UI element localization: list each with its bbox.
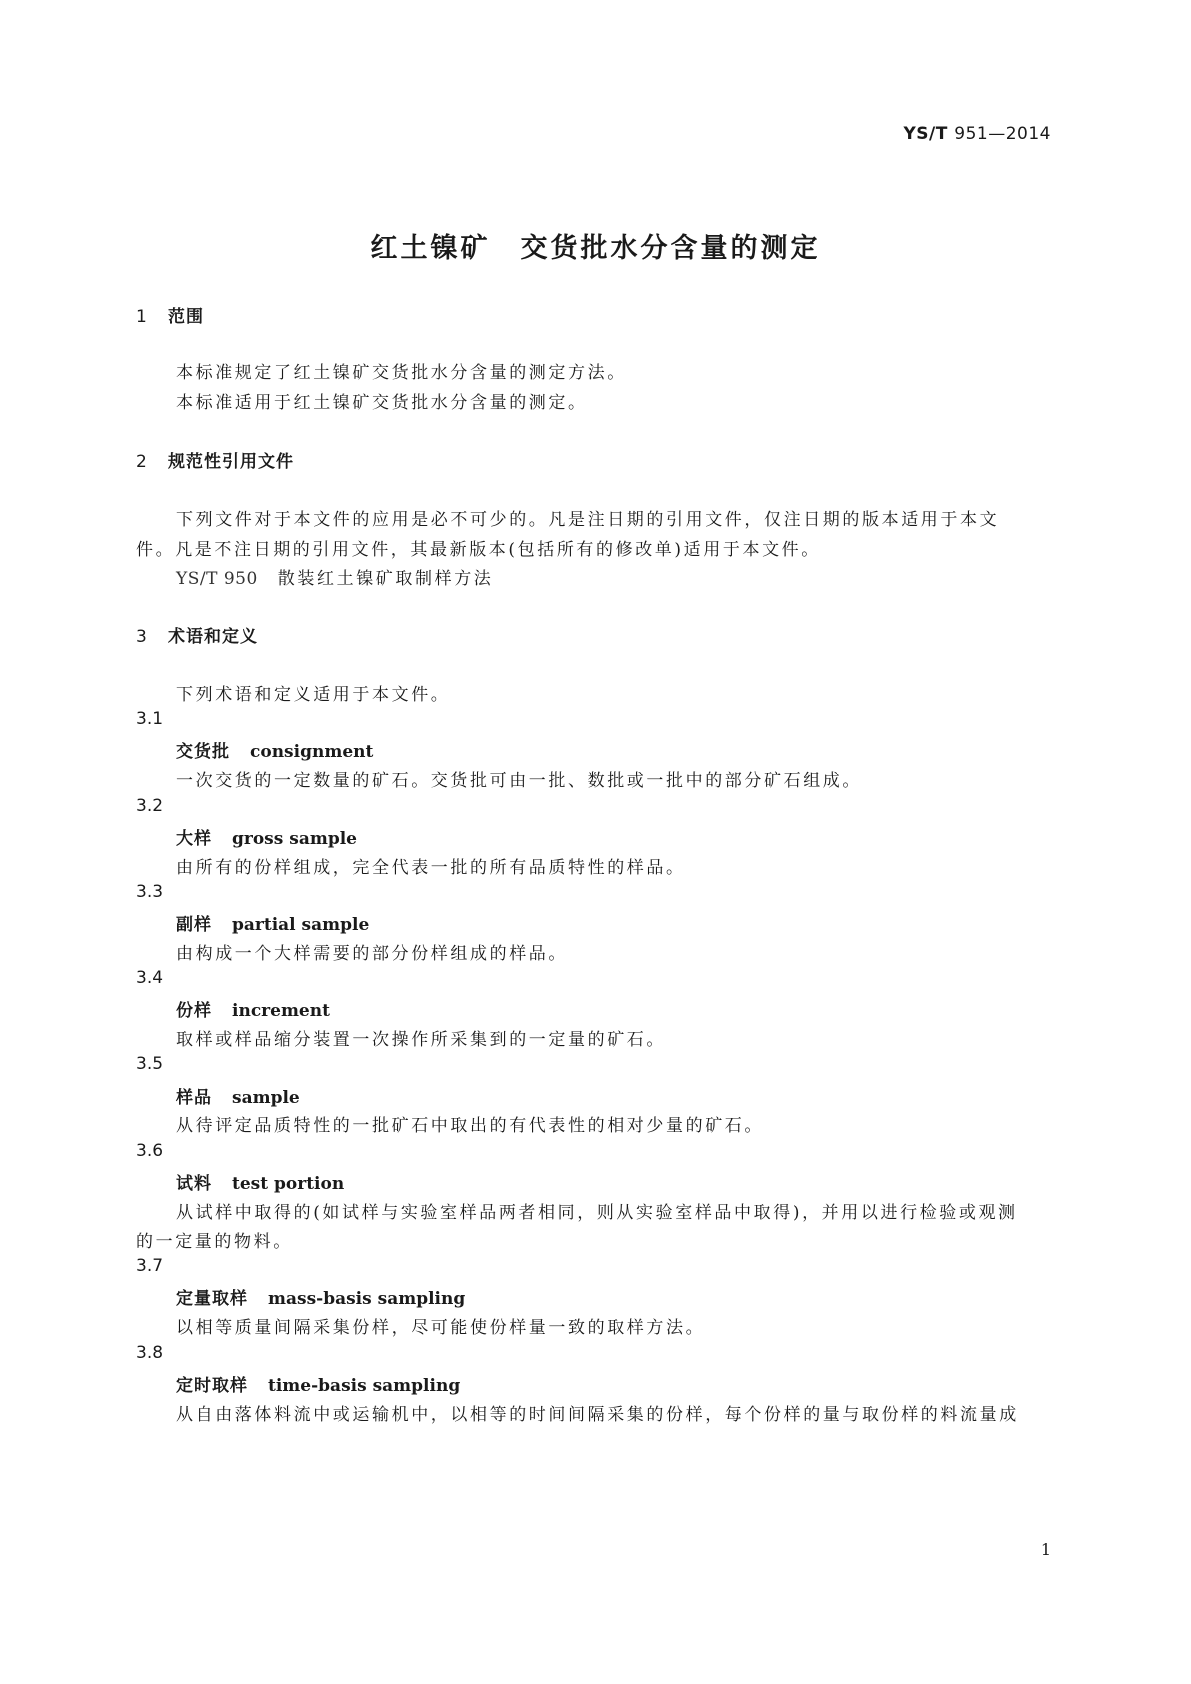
term-zh: 副样 — [176, 915, 212, 935]
reference-title: 散装红土镍矿取制样方法 — [277, 569, 494, 589]
section-number: 1 — [136, 307, 148, 327]
term-definition: 由所有的份样组成，完全代表一批的所有品质特性的样品。 — [176, 858, 686, 878]
normative-paragraph-line-2: 件。凡是不注日期的引用文件，其最新版本(包括所有的修改单)适用于本文件。 — [136, 540, 821, 560]
term-number: 3.6 — [136, 1141, 164, 1161]
term-definition: 从待评定品质特性的一批矿石中取出的有代表性的相对少量的矿石。 — [176, 1116, 764, 1136]
term-definition-continued: 的一定量的物料。 — [136, 1232, 293, 1252]
term-definition: 一次交货的一定数量的矿石。交货批可由一批、数批或一批中的部分矿石组成。 — [176, 771, 862, 791]
document-title: 红土镍矿 交货批水分含量的测定 — [370, 233, 821, 264]
section-title: 术语和定义 — [168, 627, 258, 647]
term-name — [176, 1083, 300, 1108]
section-number: 2 — [136, 452, 148, 472]
term-zh: 样品 — [176, 1088, 212, 1108]
term-number: 3.5 — [136, 1054, 164, 1074]
section-number: 3 — [136, 627, 148, 647]
term-definition: 取样或样品缩分装置一次操作所采集到的一定量的矿石。 — [176, 1030, 666, 1050]
term-zh: 定量取样 — [176, 1289, 248, 1309]
term-definition: 从自由落体料流中或运输机中，以相等的时间间隔采集的份样，每个份样的量与取份样的料流量成 — [176, 1405, 1019, 1425]
term-en: partial sample — [232, 915, 370, 935]
term-definition: 由构成一个大样需要的部分份样组成的样品。 — [176, 944, 568, 964]
term-name — [176, 1169, 344, 1194]
term-en: test portion — [232, 1174, 345, 1194]
normative-paragraph-line-1: 下列文件对于本文件的应用是必不可少的。凡是注日期的引用文件，仅注日期的版本适用于本文 — [176, 510, 1000, 530]
standard-number: 951—2014 — [954, 124, 1051, 144]
term-name — [176, 1371, 460, 1396]
reference-code: YS/T 950 — [176, 569, 258, 589]
term-definition: 以相等质量间隔采集份样，尽可能使份样量一致的取样方法。 — [176, 1318, 706, 1338]
section-3-heading — [136, 622, 258, 647]
term-zh: 大样 — [176, 829, 212, 849]
term-en: gross sample — [232, 829, 357, 849]
term-number: 3.7 — [136, 1256, 164, 1276]
term-zh: 份样 — [176, 1001, 212, 1021]
term-number: 3.4 — [136, 968, 164, 988]
section-1-heading — [136, 302, 204, 327]
normative-reference — [176, 564, 493, 589]
term-en: sample — [232, 1088, 300, 1108]
term-number: 3.2 — [136, 796, 164, 816]
section-2-heading — [136, 447, 294, 472]
term-zh: 试料 — [176, 1174, 212, 1194]
standard-prefix: YS/T — [903, 124, 948, 144]
term-name — [176, 996, 330, 1021]
section-title: 范围 — [168, 307, 204, 327]
term-name — [176, 910, 369, 935]
term-en: consignment — [250, 742, 374, 762]
term-name — [176, 1284, 465, 1309]
terms-intro: 下列术语和定义适用于本文件。 — [176, 685, 451, 705]
term-number: 3.8 — [136, 1343, 164, 1363]
scope-paragraph-1: 本标准规定了红土镍矿交货批水分含量的测定方法。 — [176, 363, 627, 383]
section-title: 规范性引用文件 — [168, 452, 294, 472]
standard-code — [904, 124, 1052, 144]
term-name — [176, 737, 373, 762]
term-definition: 从试样中取得的(如试样与实验室样品两者相同，则从实验室样品中取得)，并用以进行检验或观测 — [176, 1203, 1018, 1223]
term-en: increment — [232, 1001, 330, 1021]
term-name — [176, 824, 357, 849]
term-zh: 定时取样 — [176, 1376, 248, 1396]
term-number: 3.1 — [136, 709, 164, 729]
scope-paragraph-2: 本标准适用于红土镍矿交货批水分含量的测定。 — [176, 393, 588, 413]
term-zh: 交货批 — [176, 742, 230, 762]
term-en: mass-basis sampling — [268, 1289, 466, 1309]
term-en: time-basis sampling — [268, 1376, 461, 1396]
term-number: 3.3 — [136, 882, 164, 902]
page-number: 1 — [1040, 1540, 1051, 1559]
